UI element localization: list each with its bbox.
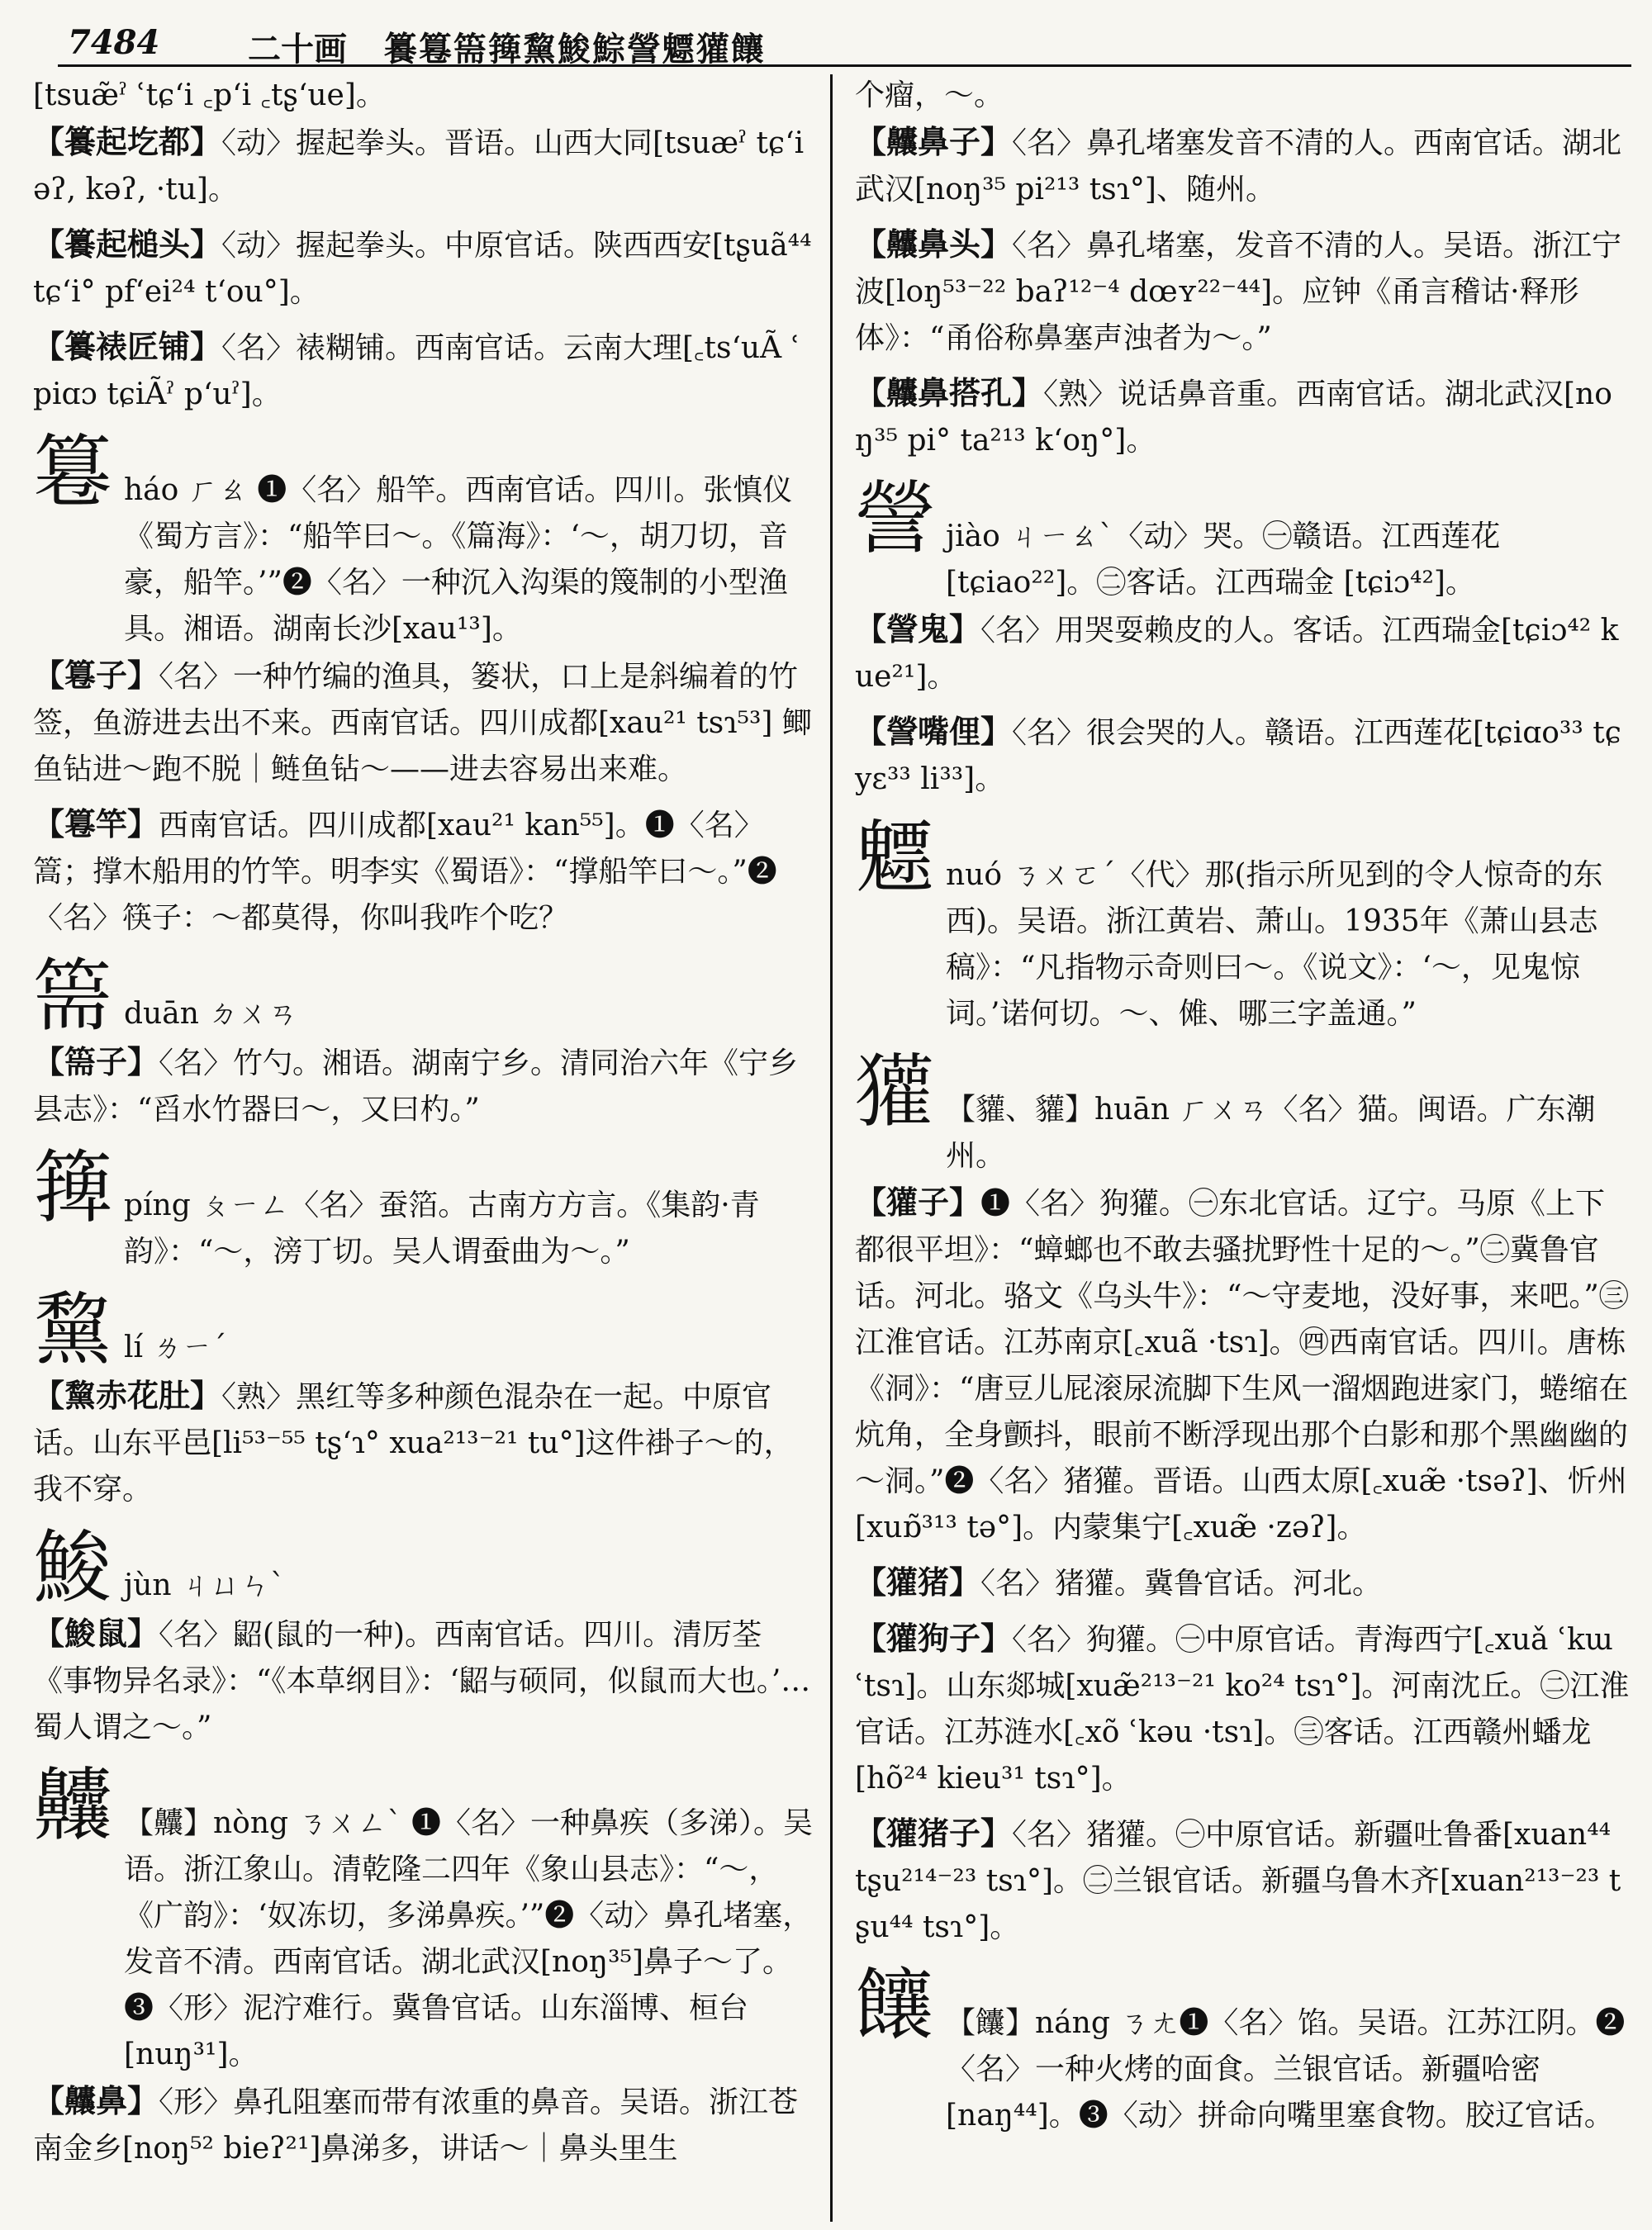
page-number: 7484 bbox=[68, 23, 160, 62]
header-characters: 籑篹篅篺黧鮻鯮謍魒獾饟 bbox=[384, 30, 766, 69]
character-definition: nuó ㄋㄨㄛˊ〈代〉那(指示所见到的令人惊奇的东西)。吴语。浙江黄岩、萧山。1935年《萧山县志稿》：“凡指物示奇则曰～。《说文》：‘～，见鬼惊词。’诺何切。～、傩、哪三字盖通。” bbox=[946, 858, 1603, 1031]
dictionary-entry bbox=[33, 652, 814, 793]
dictionary-entry bbox=[855, 221, 1631, 362]
dictionary-entry bbox=[33, 801, 814, 942]
entry-headword: 【齉鼻头】 bbox=[855, 225, 1013, 263]
dictionary-entry bbox=[855, 709, 1631, 803]
head-character: 篅 bbox=[33, 950, 112, 1042]
entry-definition: 〈名〉猪獾。冀鲁官话。河北。 bbox=[980, 1567, 1383, 1601]
dictionary-entry bbox=[855, 1616, 1631, 1802]
entry-headword: 【鮻鼠】 bbox=[33, 1615, 159, 1652]
entry-definition: 〈名〉裱糊铺。西南官话。云南大理[꜀tsʻuÃ ʿpiɑɔ tɕiÃˀ pʻuˀ]。 bbox=[33, 331, 800, 411]
right-column bbox=[855, 73, 1631, 2139]
character-entry bbox=[33, 950, 814, 1042]
entry-definition: 〈名〉用哭耍赖皮的人。客话。江西瑞金[tɕiɔ⁴² kue²¹]。 bbox=[855, 614, 1619, 694]
head-character: 饟 bbox=[855, 1959, 934, 2052]
entry-headword: 【籑裱匠铺】 bbox=[33, 328, 222, 365]
entry-headword: 【獾狗子】 bbox=[855, 1620, 1013, 1657]
character-definition: 【齉】nòng ㄋㄨㄥˋ ❶〈名〉一种鼻疾（多涕）。吴语。浙江象山。清乾隆二四年《象山县志》：“～，《广韵》：‘奴冻切，多涕鼻疾。’”❷〈动〉鼻孔堵塞，发音不清。西南官话。湖北武汉[noŋ³⁵]鼻子～了。❸〈形〉泥泞难行。冀鲁官话。山东淄博、桓台[nuŋ³¹]。 bbox=[124, 1806, 813, 2071]
entry-headword: 【齉鼻】 bbox=[33, 2082, 159, 2119]
entry-definition: 西南官话。四川成都[xau²¹ kan⁵⁵]。❶〈名〉篙；撑木船用的竹竿。明李实《蜀语》：“撑船竿曰～。”❷〈名〉筷子：～都莫得，你叫我咋个吃？ bbox=[33, 809, 777, 935]
entry-definition: 〈名〉猪獾。㊀中原官话。新疆吐鲁番[xuan⁴⁴ tʂu²¹⁴⁻²³ tsɿ°]。㊁兰银官话。新疆乌鲁木齐[xuan²¹³⁻²³ tʂu⁴⁴ tsɿ°]。 bbox=[855, 1818, 1621, 1944]
entry-definition: [tsuæ̃ˀ ʿtɕʻi ꜀pʻi ꜀tʂʻue]。 bbox=[33, 78, 386, 112]
entry-headword: 【籑起槌头】 bbox=[33, 225, 222, 263]
entry-definition: 〈动〉握起拳头。晋语。山西大同[tsuæˀ tɕʻiəʔ, kəʔ, ·tu]。 bbox=[33, 126, 805, 206]
character-definition: duān ㄉㄨㄢ bbox=[124, 997, 298, 1031]
entry-definition: 个瘤，～。 bbox=[855, 78, 1004, 112]
character-definition: píng ㄆㄧㄥ〈名〉蚕箔。古南方方言。《集韵·青韵》：“～，滂丁切。吴人谓蚕曲为～。” bbox=[124, 1189, 760, 1269]
character-entry bbox=[855, 1959, 1631, 2139]
section-title: 二十画 bbox=[248, 30, 347, 69]
head-character: 黧 bbox=[33, 1283, 112, 1376]
entry-headword: 【獾子】 bbox=[855, 1184, 981, 1221]
dictionary-entry bbox=[855, 119, 1631, 213]
entry-definition: ❶〈名〉狗獾。㊀东北官话。辽宁。马原《上下都很平坦》：“蟑螂也不敢去骚扰野性十足的～。”㊁冀鲁官话。河北。骆文《乌头牛》：“～守麦地，没好事，来吧。”㊂江淮官话。江苏南京[꜀xuã ·tsɿ]。㊃西南官话。四川。唐栋《洞》：“唐豆儿屁滚尿流脚下生风一溜烟跑进家门，蜷缩在炕角，全身颤抖，眼前不断浮现出那个白影和那个黑幽幽的～洞。”❷〈名〉猪獾。晋语。山西太原[꜀xuæ̃ ·tsəʔ]、忻州[xuɒ̃³¹³ tə°]。内蒙集宁[꜀xuæ̃ ·zəʔ]。 bbox=[855, 1187, 1629, 1544]
head-character: 鮻 bbox=[33, 1521, 112, 1614]
dictionary-entry bbox=[33, 119, 814, 213]
dictionary-entry bbox=[855, 370, 1631, 464]
character-definition: 【饢】náng ㄋㄤ❶〈名〉馅。吴语。江苏江阴。❷〈名〉一种火烤的面食。兰银官话。新疆哈密[naŋ⁴⁴]。❸〈动〉拼命向嘴里塞食物。胶辽官话。 bbox=[946, 2006, 1626, 2133]
dictionary-entry bbox=[33, 324, 814, 418]
entry-headword: 【謍鬼】 bbox=[855, 610, 981, 648]
head-character: 篹 bbox=[33, 426, 112, 519]
head-character: 謍 bbox=[855, 472, 934, 565]
character-definition: lí ㄌㄧˊ bbox=[124, 1331, 227, 1364]
entry-headword: 【獾猪】 bbox=[855, 1563, 981, 1601]
dictionary-entry bbox=[855, 1179, 1631, 1551]
entry-headword: 【篹竿】 bbox=[33, 805, 159, 842]
dictionary-entry bbox=[855, 1559, 1631, 1607]
entry-headword: 【獾猪子】 bbox=[855, 1815, 1013, 1852]
entry-definition: 〈名〉鼦(鼠的一种)。西南官话。四川。清厉荃《事物异名录》：“《本草纲目》：‘鼦与硕同，似鼠而大也。’…蜀人谓之～。” bbox=[33, 1618, 811, 1744]
entry-definition: 〈熟〉黑红等多种颜色混杂在一起。中原官话。山东平邑[li⁵³⁻⁵⁵ tʂʻɿ° xua²¹³⁻²¹ tu°]这件褂子～的，我不穿。 bbox=[33, 1380, 794, 1506]
head-character: 篺 bbox=[33, 1141, 112, 1234]
left-column bbox=[33, 73, 814, 2180]
entry-headword: 【齉鼻搭孔】 bbox=[855, 374, 1044, 411]
character-entry bbox=[855, 472, 1631, 606]
dictionary-entry bbox=[33, 1373, 814, 1513]
dictionary-entry bbox=[855, 606, 1631, 700]
entry-definition: 〈名〉鼻孔堵塞发音不清的人。西南官话。湖北武汉[noŋ³⁵ pi²¹³ tsɿ°]、随州。 bbox=[855, 126, 1622, 206]
entry-definition: 〈熟〉说话鼻音重。西南官话。湖北武汉[noŋ³⁵ pi° ta²¹³ kʻoŋ°]。 bbox=[855, 377, 1612, 458]
character-entry bbox=[33, 1521, 814, 1614]
page-header bbox=[58, 12, 1627, 69]
character-entry bbox=[855, 1046, 1631, 1179]
entry-headword: 【籑起圪都】 bbox=[33, 123, 222, 160]
head-character: 魒 bbox=[855, 811, 934, 904]
entry-headword: 【齉鼻子】 bbox=[855, 123, 1013, 160]
dictionary-entry bbox=[33, 1039, 814, 1133]
entry-definition: 〈名〉一种竹编的渔具，篓状，口上是斜编着的竹签，鱼游进去出不来。西南官话。四川成都[xau²¹ tsɿ⁵³] 鲫鱼钻进～跑不脱｜鲢鱼钻～——进去容易出来难。 bbox=[33, 660, 812, 786]
character-entry bbox=[855, 811, 1631, 1037]
entry-definition: 〈名〉狗獾。㊀中原官话。青海西宁[꜀xuǎ ʿkɯ ʿtsɿ]。山东郯城[xuæ̃²¹³⁻²¹ ko²⁴ tsɿ°]。河南沈丘。㊁江淮官话。江苏涟水[꜀xõ ʿkəu ·tsɿ]。㊂客话。江西赣州蟠龙 [hõ²⁴ kieu³¹ tsɿ°]。 bbox=[855, 1623, 1630, 1796]
character-entry bbox=[33, 1759, 814, 2078]
character-entry bbox=[33, 1283, 814, 1376]
character-entry bbox=[33, 426, 814, 652]
entry-definition: 〈名〉竹勺。湘语。湖南宁乡。清同治六年《宁乡县志》：“舀水竹器曰～，又曰杓。” bbox=[33, 1046, 799, 1127]
dictionary-entry bbox=[855, 1810, 1631, 1951]
entry-headword: 【篅子】 bbox=[33, 1043, 159, 1080]
entry-definition: 〈形〉鼻孔阻塞而带有浓重的鼻音。吴语。浙江苍南金乡[noŋ⁵² bieʔ²¹]鼻涕多，讲话～｜鼻头里生 bbox=[33, 2085, 799, 2166]
dictionary-entry bbox=[33, 221, 814, 316]
header-rule bbox=[58, 64, 1631, 67]
entry-definition: 〈名〉鼻孔堵塞，发音不清的人。吴语。浙江宁波[loŋ⁵³⁻²² baʔ¹²⁻⁴ dœʏ²²⁻⁴⁴]。应钟《甬言稽诂·释形体》：“甬俗称鼻塞声浊者为～。” bbox=[855, 229, 1622, 355]
entry-definition: 〈动〉握起拳头。中原官话。陕西西安[tʂuã⁴⁴ tɕʻi° pfʻei²⁴ tʻou°]。 bbox=[33, 229, 812, 309]
character-definition: 【貛、貛】huān ㄏㄨㄢ〈名〉猫。闽语。广东潮州。 bbox=[946, 1093, 1596, 1173]
head-character: 齉 bbox=[33, 1759, 112, 1852]
entry-headword: 【篹子】 bbox=[33, 657, 159, 694]
column-divider bbox=[830, 74, 833, 2222]
entry-definition: 〈名〉很会哭的人。赣语。江西莲花[tɕiɑo³³ tɕyɛ³³ li³³]。 bbox=[855, 716, 1621, 796]
dictionary-entry bbox=[33, 73, 814, 119]
character-definition: jùn ㄐㄩㄣˋ bbox=[124, 1568, 285, 1602]
dictionary-entry bbox=[855, 73, 1631, 119]
character-definition: háo ㄏㄠ ❶〈名〉船竿。西南官话。四川。张慎仪《蜀方言》：“船竿曰～。《篇海》：‘～，胡刀切，音豪，船竿。’”❷〈名〉一种沉入沟渠的篾制的小型渔具。湘语。湖南长沙[xau¹³]。 bbox=[124, 473, 793, 646]
character-entry bbox=[33, 1141, 814, 1275]
entry-headword: 【黧赤花肚】 bbox=[33, 1377, 222, 1414]
character-definition: jiào ㄐㄧㄠˋ〈动〉哭。㊀赣语。江西莲花[tɕiao²²]。㊁客话。江西瑞金 [tɕiɔ⁴²]。 bbox=[946, 520, 1501, 600]
dictionary-entry bbox=[33, 1611, 814, 1751]
entry-headword: 【謍嘴俚】 bbox=[855, 713, 1013, 750]
head-character: 獾 bbox=[855, 1046, 934, 1138]
dictionary-entry bbox=[33, 2078, 814, 2172]
